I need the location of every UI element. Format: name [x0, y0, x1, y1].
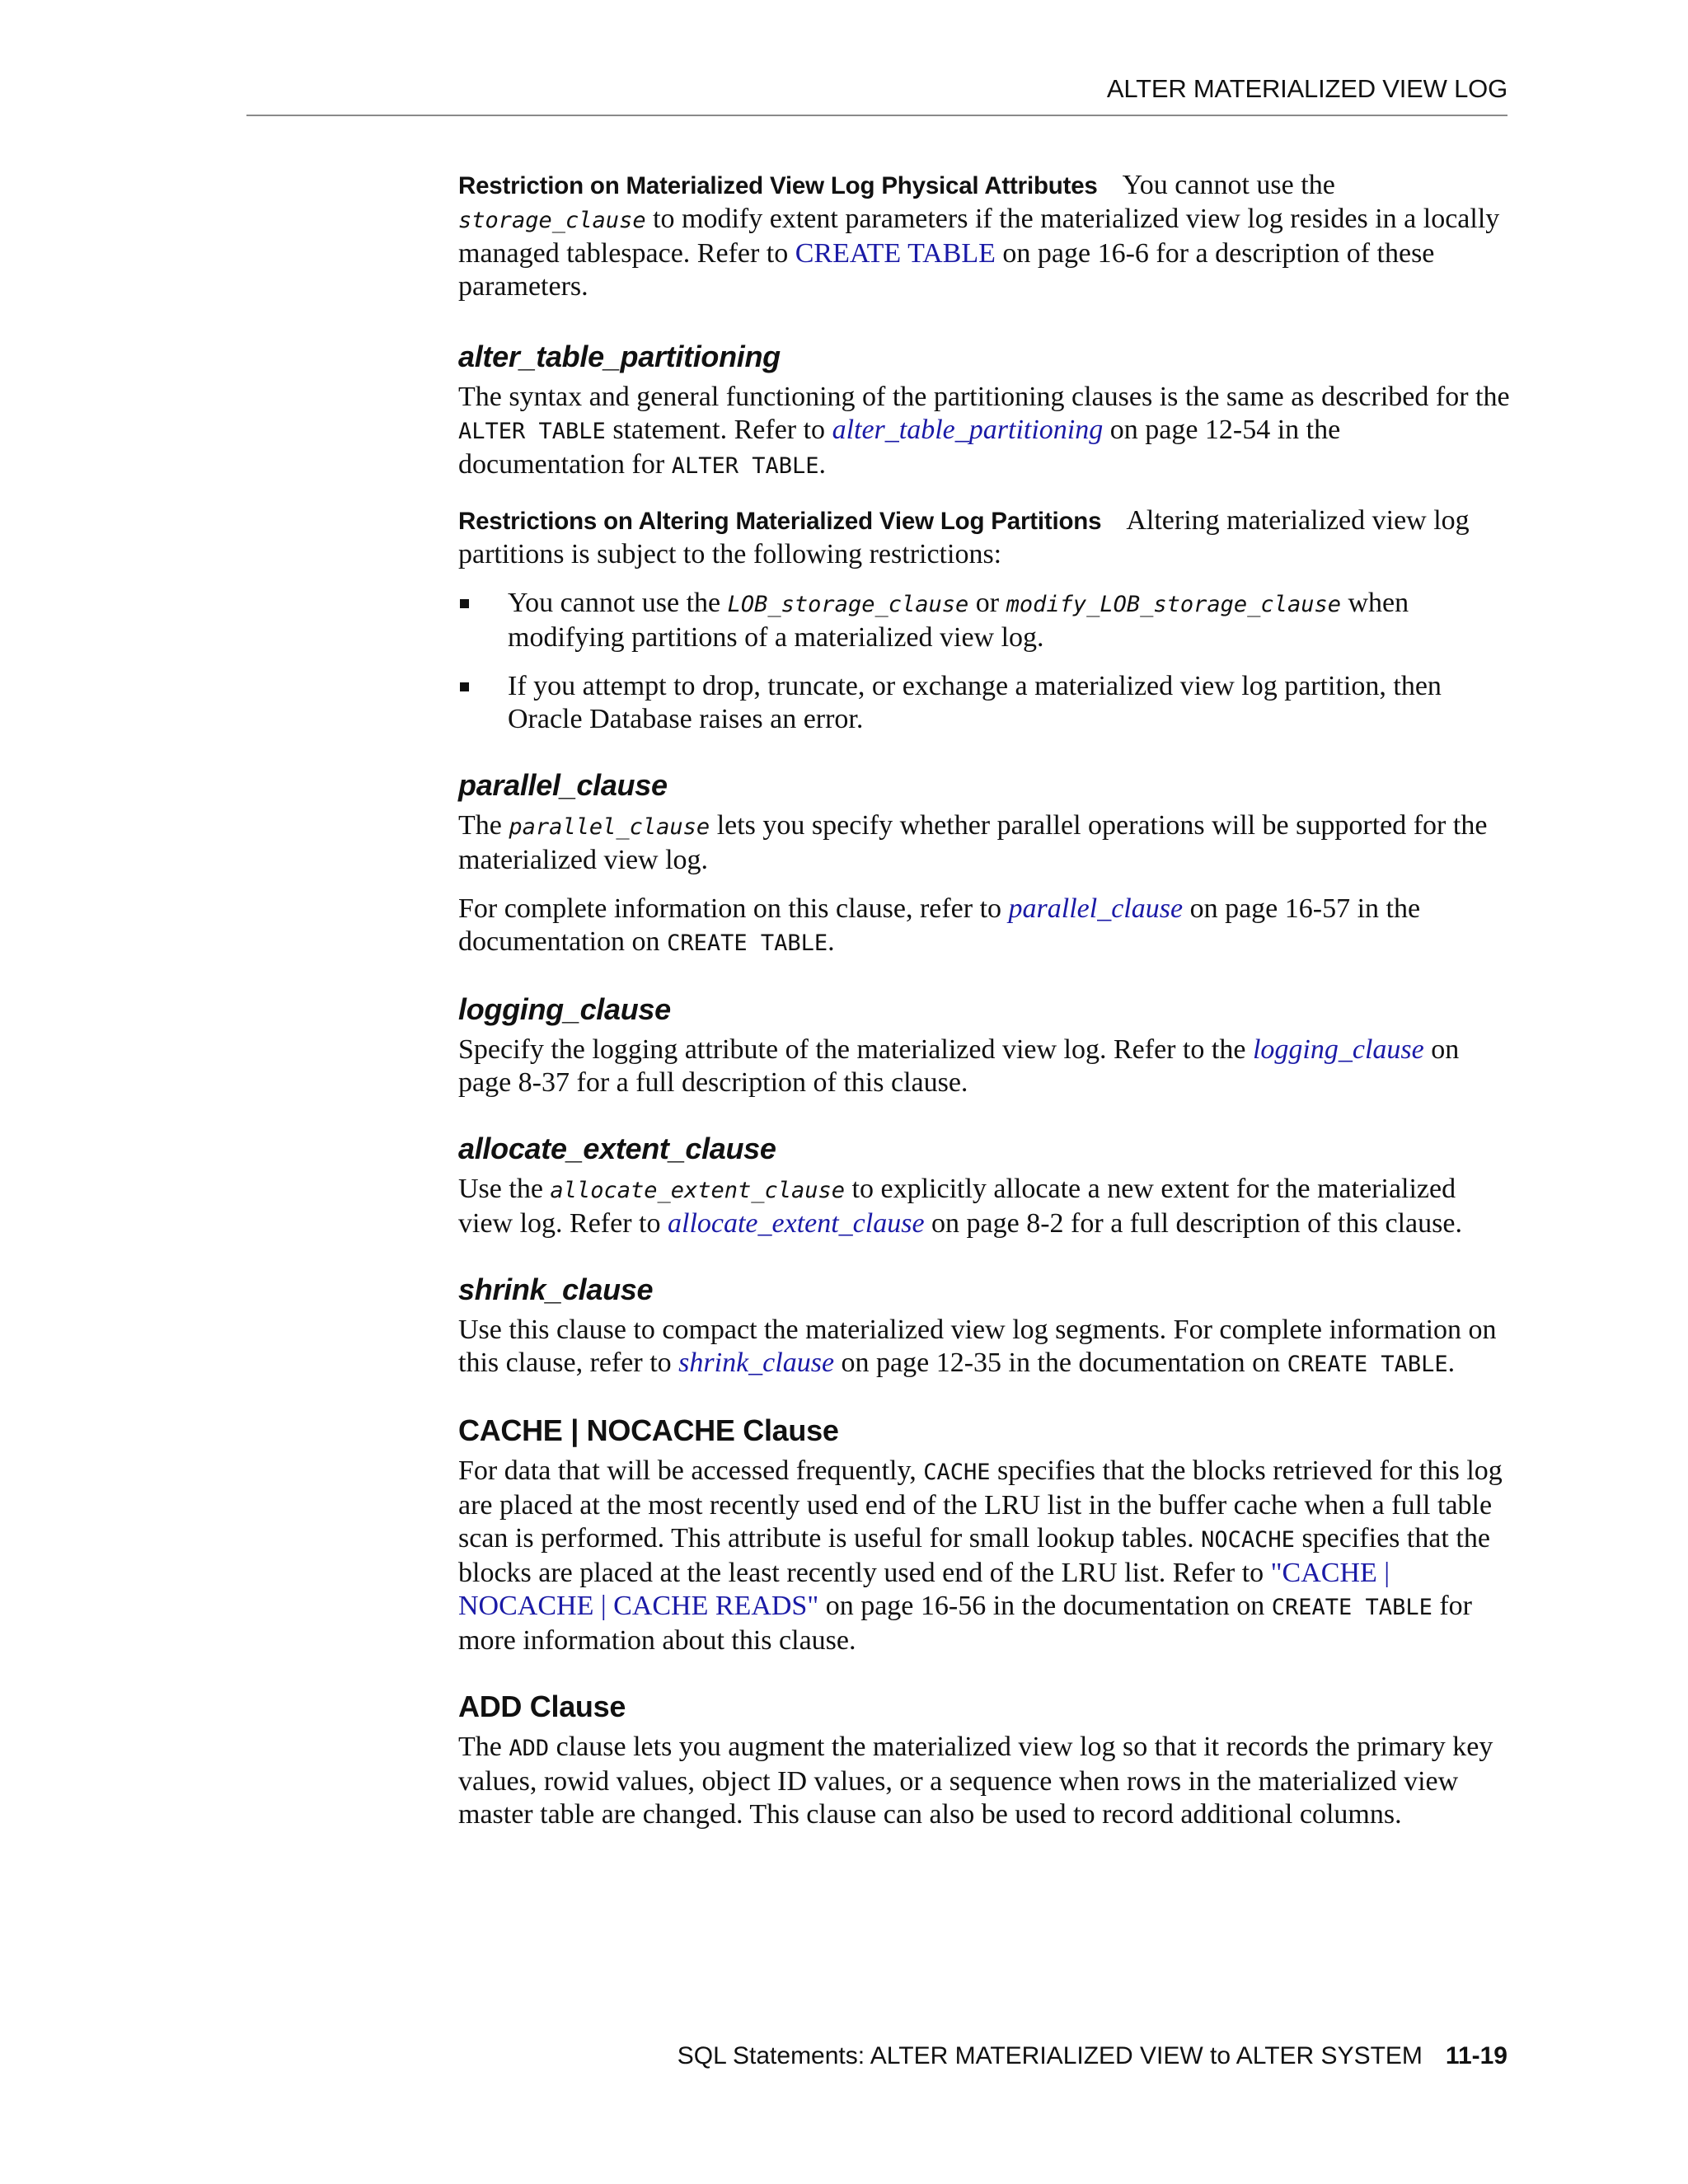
logging-clause-paragraph: Specify the logging attribute of the materialized view log. Refer to the logging_clause on page 8-37 for a full description of this clause. [458, 1034, 1460, 1098]
footer-title: SQL Statements: ALTER MATERIALIZED VIEW to ALTER SYSTEM [677, 2042, 1423, 2069]
code-allocate-extent-clause: allocate_extent_clause [550, 1178, 846, 1203]
alter-table-partitioning-paragraph: The syntax and general functioning of the partitioning clauses is the same as described for the ALTER TABLE statement. Refer to alter_table_partitioning on page 12-54 in the documentation for ALTER TABLE. [458, 382, 1510, 480]
restrictions-partitions-paragraph: Restrictions on Altering Materialized View Log Partitions Altering materialized view log partitions is subject to the following restrictions: [458, 505, 1470, 569]
code-create-table-3: CREATE TABLE [1271, 1595, 1432, 1620]
link-alter-table-partitioning[interactable]: alter_table_partitioning [832, 415, 1104, 445]
code-lob-storage-clause: LOB_storage_clause [727, 592, 969, 617]
section-heading-parallel-clause: parallel_clause [458, 768, 668, 802]
restriction-physical-paragraph: Restriction on Materialized View Log Physical Attributes You cannot use the storage_clause to modify extent parameters if the materialized view log resides in a locally managed tablespace. Refer to CREATE TABLE on page 16-6 for a description of these parameters. [458, 170, 1500, 302]
running-header: ALTER MATERIALIZED VIEW LOG [1106, 74, 1507, 103]
code-storage-clause: storage_clause [458, 208, 646, 233]
bullet-icon [460, 599, 469, 608]
code-cache: CACHE [923, 1460, 991, 1485]
parallel-clause-paragraph-1: The parallel_clause lets you specify whether parallel operations will be supported for the materialized view log. [458, 810, 1488, 875]
add-clause-paragraph: The ADD clause lets you augment the materialized view log so that it records the primary key values, rowid values, object ID values, or a sequence when rows in the materialized view master table are changed. This clause can also be used to record additional columns. [458, 1732, 1493, 1830]
link-parallel-clause[interactable]: parallel_clause [1008, 893, 1184, 924]
link-allocate-extent-clause[interactable]: allocate_extent_clause [668, 1208, 925, 1239]
restriction-physical-heading: Restriction on Materialized View Log Physical Attributes [458, 172, 1098, 199]
allocate-extent-clause-paragraph: Use the allocate_extent_clause to explicitly allocate a new extent for the materialized view log. Refer to allocate_extent_clause on page 8-2 for a full description of this clause. [458, 1174, 1462, 1239]
section-heading-logging-clause: logging_clause [458, 992, 671, 1026]
section-heading-alter-table-partitioning: alter_table_partitioning [458, 340, 781, 373]
link-cache-nocache-cache-reads[interactable]: "CACHE | NOCACHE | CACHE READS" [458, 1558, 1390, 1621]
code-create-table: CREATE TABLE [667, 930, 828, 956]
running-footer [678, 2042, 1507, 2070]
link-create-table[interactable]: CREATE TABLE [795, 238, 996, 269]
code-alter-table-2: ALTER TABLE [671, 453, 819, 479]
section-heading-shrink-clause: shrink_clause [458, 1272, 654, 1306]
code-modify-lob-storage-clause: modify_LOB_storage_clause [1006, 592, 1341, 617]
link-shrink-clause[interactable]: shrink_clause [678, 1347, 835, 1378]
cache-clause-paragraph: For data that will be accessed frequently, CACHE specifies that the blocks retrieved for this log are placed at the most recently used end of the LRU list in the buffer cache when a full table scan is performed. This attribute is useful for small lookup tables. NOCACHE specifies that the blocks are placed at the least recently used end of the LRU list. Refer to "CACHE | NOCACHE | CACHE READS" on page 16-56 in the documentation on CREATE TABLE for more information about this clause. [458, 1455, 1503, 1656]
code-add: ADD [509, 1736, 550, 1761]
page-content [458, 169, 1510, 1831]
code-parallel-clause: parallel_clause [509, 814, 710, 840]
bullet-icon [460, 682, 469, 691]
page-number: 11-19 [1445, 2042, 1507, 2069]
parallel-clause-paragraph-2: For complete information on this clause, refer to parallel_clause on page 16-57 in the documentation on CREATE TABLE. [458, 893, 1421, 957]
restrictions-partitions-heading: Restrictions on Altering Materialized View Log Partitions [458, 508, 1102, 535]
list-item: If you attempt to drop, truncate, or exchange a materialized view log partition, then Oracle Database raises an error. [458, 670, 1510, 736]
header-rule [246, 115, 1507, 116]
code-alter-table: ALTER TABLE [458, 419, 606, 444]
code-create-table-2: CREATE TABLE [1287, 1352, 1448, 1377]
section-heading-allocate-extent-clause: allocate_extent_clause [458, 1132, 776, 1165]
restrictions-list [458, 587, 1510, 736]
section-heading-add-clause: ADD Clause [458, 1690, 626, 1723]
section-heading-cache-clause: CACHE | NOCACHE Clause [458, 1413, 839, 1447]
list-item: You cannot use the LOB_storage_clause or modify_LOB_storage_clause when modifying partitions of a materialized view log. [458, 587, 1510, 654]
code-nocache: NOCACHE [1201, 1527, 1295, 1553]
link-logging-clause[interactable]: logging_clause [1252, 1034, 1424, 1065]
shrink-clause-paragraph: Use this clause to compact the materialized view log segments. For complete information on this clause, refer to shrink_clause on page 12-35 in the documentation on CREATE TABLE. [458, 1315, 1497, 1378]
